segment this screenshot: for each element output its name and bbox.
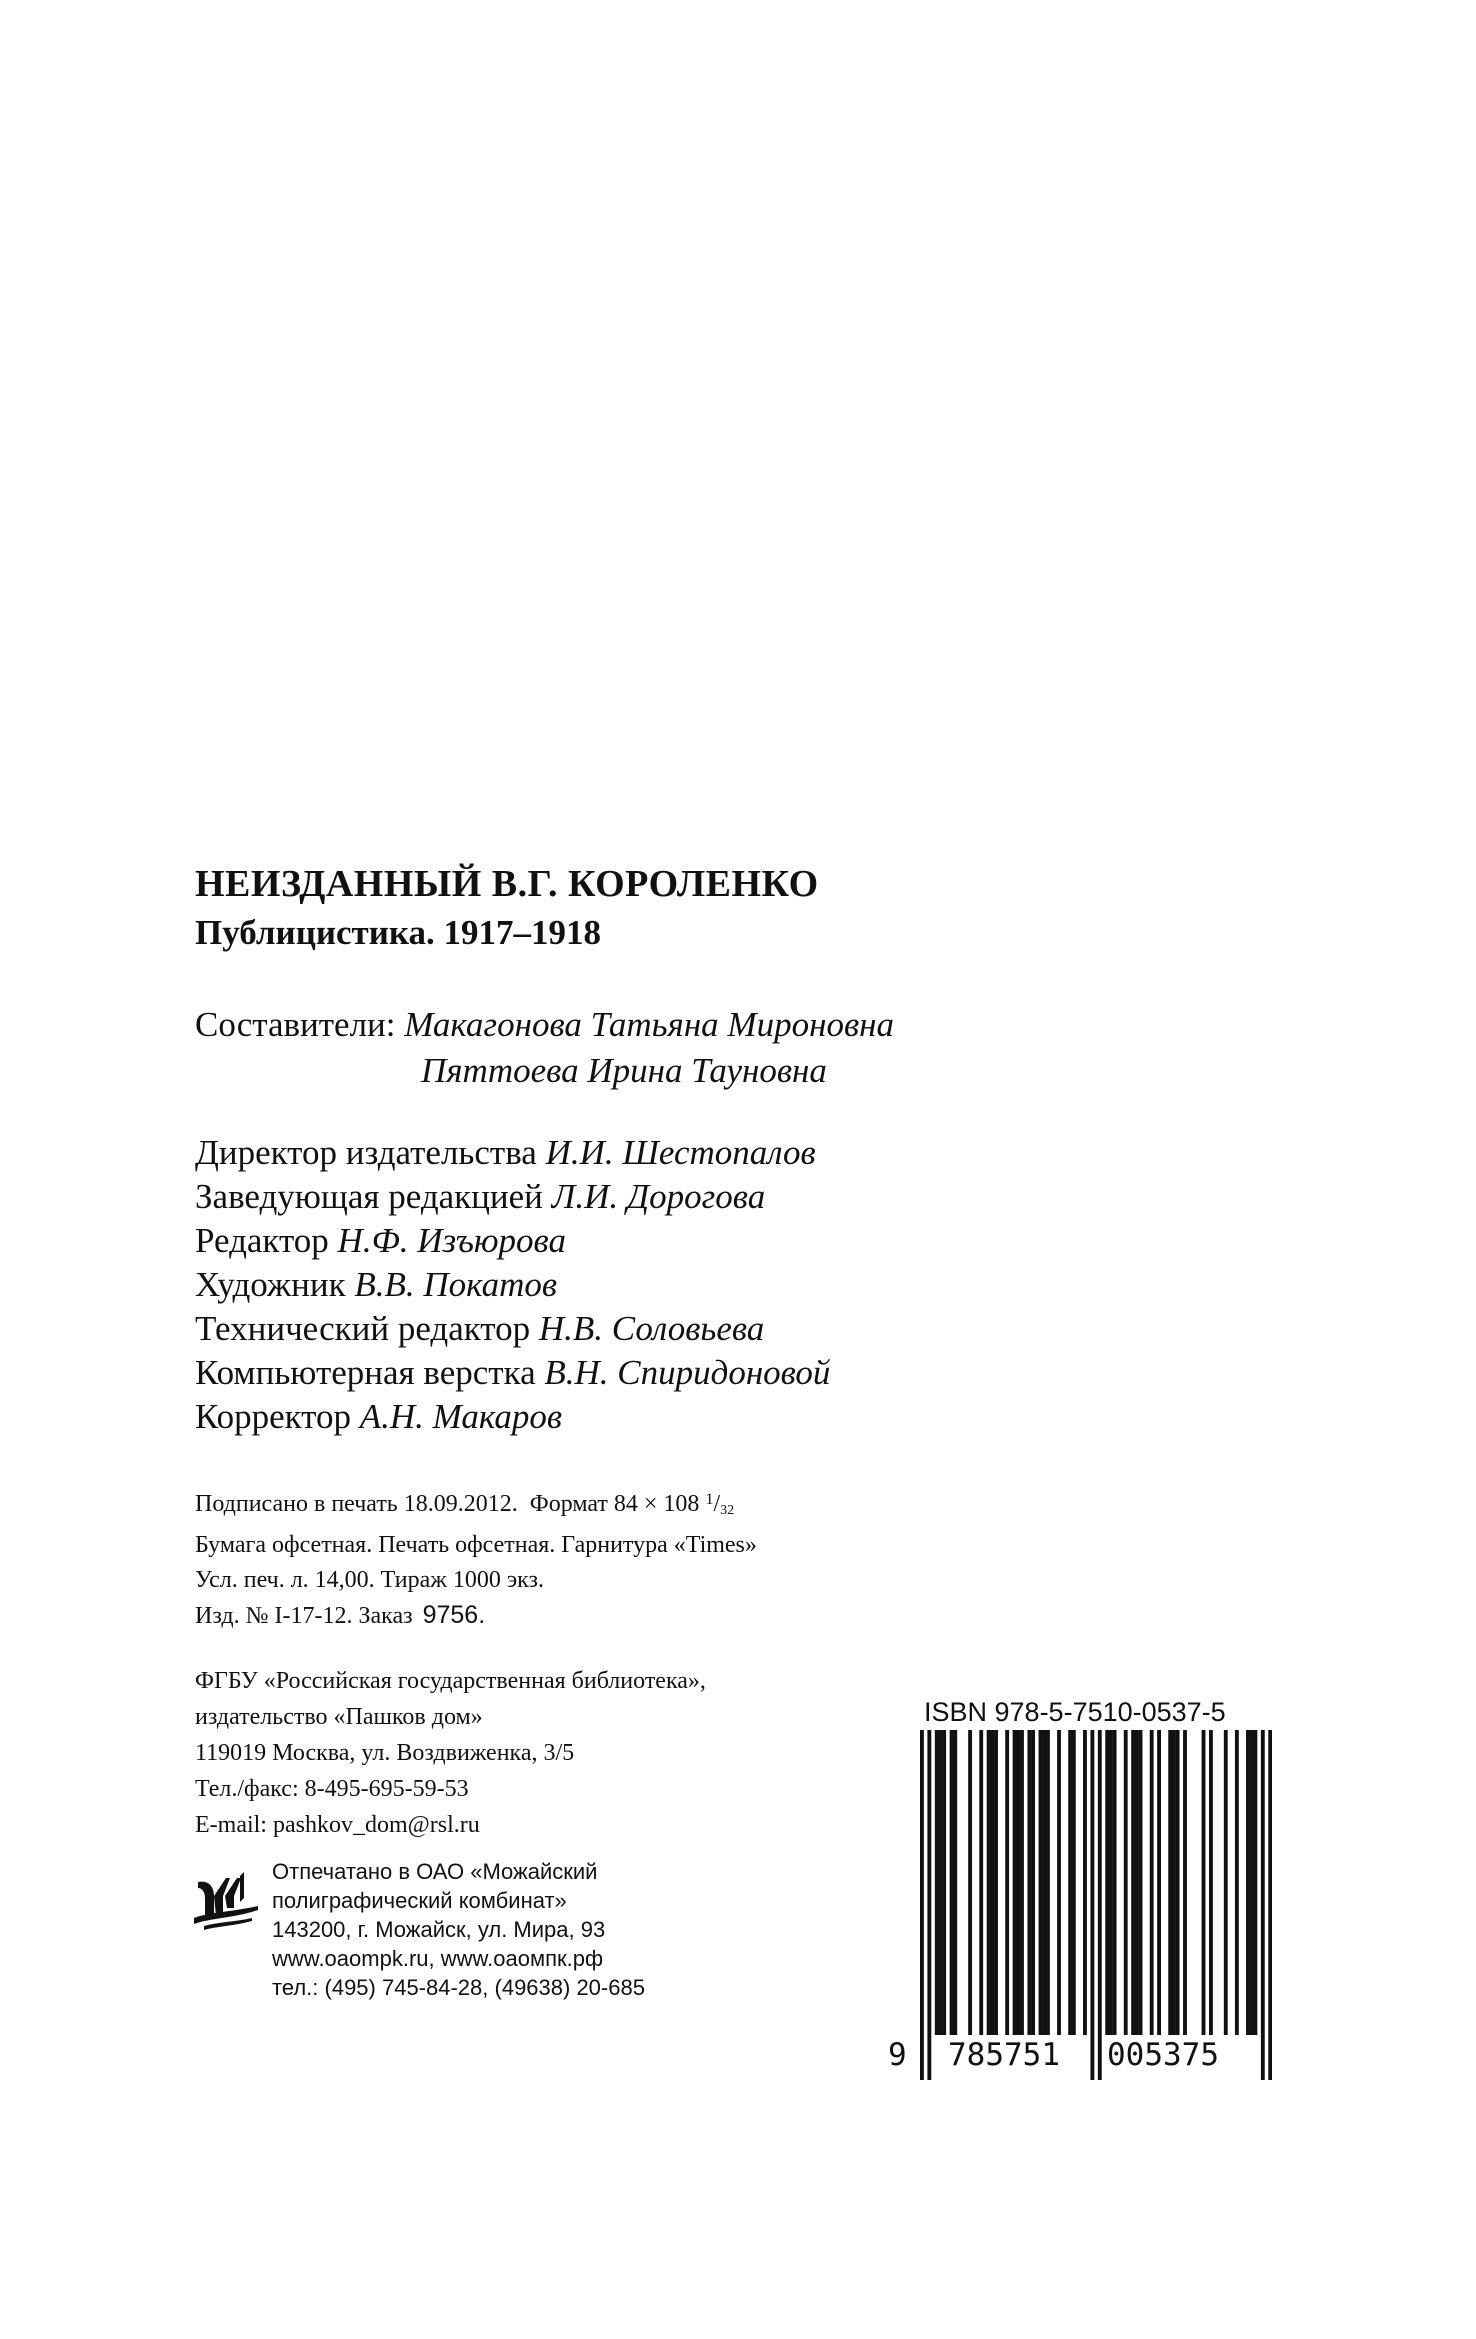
barcode-bar (939, 1730, 943, 2035)
barcode-bar (950, 1730, 954, 2035)
barcode-bar (1250, 1730, 1254, 2035)
barcode-bar (1202, 1730, 1206, 2035)
print-info-row (195, 1482, 757, 1528)
compilers-block (195, 1002, 894, 1094)
barcode-bar (1172, 1730, 1176, 2035)
barcode-bar (987, 1730, 991, 2035)
publisher-line: E-mail: pashkov_dom@rsl.ru (195, 1812, 480, 1838)
barcode-bar (994, 1730, 998, 2035)
barcode-digits-left: 785751 (948, 2037, 1060, 2073)
format-label: Формат 84 × 108 (529, 1491, 700, 1517)
publisher-block (195, 1663, 706, 1843)
barcode-bar (979, 1730, 983, 2035)
compilers-row (195, 1002, 894, 1048)
publisher-line: ФГБУ «Российская государственная библиотека», (195, 1668, 706, 1694)
barcode-bar (1016, 1730, 1020, 2035)
credit-row (195, 1219, 830, 1263)
compiler-name: Макагонова Татьяна Мироновна (404, 1005, 895, 1044)
barcode-bar (1124, 1730, 1128, 2035)
edition-number: Изд. № I-17-12. Заказ (195, 1603, 413, 1629)
barcode-bar (1168, 1730, 1172, 2035)
barcode-bar (1176, 1730, 1180, 2035)
barcode-bar (1261, 1730, 1265, 2080)
barcode-bar (927, 1730, 931, 2080)
credit-name: Л.И. Дорогова (551, 1177, 766, 1216)
publisher-line: Тел./факс: 8-495-695-59-53 (195, 1776, 469, 1802)
credit-role: Редактор (195, 1221, 329, 1260)
printer-line: www.oaompk.ru, www.оаомпк.рф (272, 1946, 604, 1971)
barcode-bar (1027, 1730, 1031, 2035)
credit-row (195, 1395, 830, 1439)
barcode-digit-lead: 9 (888, 2037, 907, 2073)
credit-row (195, 1307, 830, 1351)
credit-role: Компьютерная верстка (195, 1353, 536, 1392)
printer-line: полиграфический комбинат» (272, 1888, 567, 1913)
barcode-bar (953, 1730, 957, 2035)
print-info-row: Усл. печ. л. 14,00. Тираж 1000 экз. (195, 1567, 544, 1593)
barcode-bar (1039, 1730, 1043, 2035)
barcode-bar (1072, 1730, 1076, 2035)
barcode-bar (1042, 1730, 1046, 2035)
barcode-bar (1246, 1730, 1250, 2035)
barcode-bar (1105, 1730, 1109, 2035)
barcode-bar (942, 1730, 946, 2035)
credit-name: Н.Ф. Изъюрова (337, 1221, 566, 1260)
credit-row (195, 1263, 830, 1307)
barcode-bar (1150, 1730, 1154, 2035)
barcode-bar (920, 1730, 924, 2080)
signed-date: Подписано в печать 18.09.2012. (195, 1491, 518, 1517)
barcode-bar (1253, 1730, 1257, 2035)
credit-name: И.И. Шестопалов (545, 1133, 816, 1172)
barcode-bar (1268, 1730, 1272, 2080)
book-title: НЕИЗДАННЫЙ В.Г. КОРОЛЕНКО (195, 863, 819, 905)
barcode-bar (1031, 1730, 1035, 2035)
printer-logo-icon (192, 1868, 264, 1932)
barcode-bar (1113, 1730, 1117, 2035)
print-info-block (195, 1482, 757, 1634)
barcode-bar (968, 1730, 972, 2035)
print-info-row: Бумага офсетная. Печать офсетная. Гарнитура «Times» (195, 1532, 757, 1558)
credit-name: В.В. Покатов (354, 1265, 558, 1304)
barcode-bar (1209, 1730, 1213, 2035)
barcode-bar (1183, 1730, 1187, 2035)
format-denominator: 32 (720, 1503, 735, 1518)
barcode-bar (1135, 1730, 1139, 2035)
credit-row (195, 1351, 830, 1395)
barcode-bar (1131, 1730, 1135, 2035)
barcode-bar (1046, 1730, 1050, 2035)
publisher-line: 119019 Москва, ул. Воздвиженка, 3/5 (195, 1740, 575, 1766)
barcode-bar (1013, 1730, 1017, 2035)
isbn-label: ISBN 978-5-7510-0537-5 (924, 1697, 1226, 1727)
credit-role: Технический редактор (195, 1309, 531, 1348)
barcode-bar (990, 1730, 994, 2035)
printer-block (272, 1857, 645, 2002)
credit-name: Н.В. Соловьева (538, 1309, 765, 1348)
credit-role: Заведующая редакцией (195, 1177, 543, 1216)
credit-role: Художник (195, 1265, 346, 1304)
compilers-row (195, 1048, 894, 1094)
credit-role: Директор издательства (195, 1133, 537, 1172)
barcode-bar (1090, 1730, 1094, 2080)
credit-row (195, 1175, 830, 1219)
barcode-bar (1068, 1730, 1072, 2035)
barcode-bar (1098, 1730, 1102, 2080)
barcode-bar (1157, 1730, 1161, 2035)
barcode-bar (1235, 1730, 1239, 2035)
barcode-bar (1139, 1730, 1143, 2035)
credit-name: В.Н. Спиридоновой (544, 1353, 831, 1392)
barcode-bar (1224, 1730, 1228, 2035)
credit-row (195, 1131, 830, 1175)
barcode-bar (1020, 1730, 1024, 2035)
compilers-label: Составители: (195, 1005, 396, 1044)
order-number: 9756. (422, 1601, 486, 1629)
printer-line: 143200, г. Можайск, ул. Мира, 93 (272, 1917, 606, 1942)
format-numerator: 1 (705, 1491, 714, 1508)
credits-block (195, 1131, 830, 1439)
barcode-bar (1005, 1730, 1009, 2035)
book-subtitle: Публицистика. 1917–1918 (195, 913, 602, 952)
format: Формат 84 × 108 $^1$/32 (529, 1491, 735, 1518)
printer-line: Отпечатано в ОАО «Можайский (272, 1859, 598, 1884)
barcode-digits-right: 005375 (1107, 2037, 1219, 2073)
printer-line: тел.: (495) 745-84-28, (49638) 20-685 (272, 1975, 645, 2000)
barcode-bar (935, 1730, 939, 2035)
barcode-bar (1109, 1730, 1113, 2035)
barcode-bar (1083, 1730, 1087, 2035)
print-info-row (195, 1598, 757, 1634)
credit-role: Корректор (195, 1397, 352, 1436)
credit-name: А.Н. Макаров (359, 1397, 563, 1436)
barcode-bar (1057, 1730, 1061, 2035)
compiler-name: Пяттоева Ирина Тауновна (421, 1051, 827, 1090)
publisher-line: издательство «Пашков дом» (195, 1704, 483, 1730)
